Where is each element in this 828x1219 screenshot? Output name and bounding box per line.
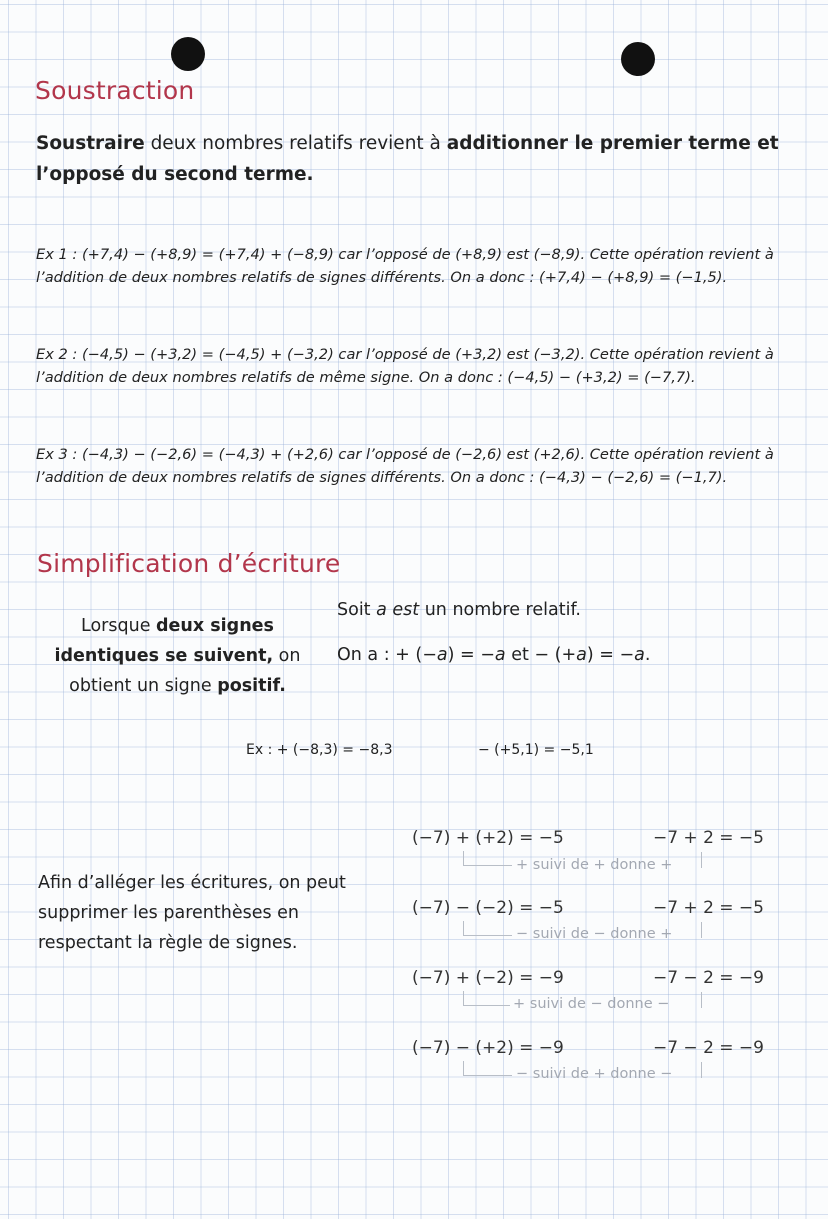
example-1-line-2: l’addition de deux nombres relatifs de signes différents. On a donc : (+7,4) − (+8,9) = (−1,5). — [36, 269, 728, 286]
section-heading-simplification: Simplification d’écriture — [37, 549, 341, 578]
soit-text-2: est — [386, 600, 420, 620]
calc-simplified: −7 + 2 = −5 — [652, 828, 764, 848]
example-left: Ex : + (−8,3) = −8,3 — [246, 742, 393, 758]
left-rule-bold-2: identiques se suivent, — [54, 646, 274, 666]
punch-hole-right — [621, 42, 655, 76]
lighten-line-1: Afin d’alléger les écritures, on peut — [38, 873, 346, 893]
calc-simplified: −7 − 2 = −9 — [652, 1038, 764, 1058]
subtraction-rule — [36, 128, 796, 190]
on-a-formula — [337, 640, 650, 670]
left-rule-text-3: obtient un signe — [69, 676, 218, 696]
identical-signs-rule — [40, 611, 315, 701]
soit-a-statement — [337, 595, 581, 625]
example-3 — [36, 443, 774, 489]
soit-var-a: a — [376, 600, 387, 620]
on-a-text-1: On a : + (− — [337, 645, 437, 665]
lighten-line-2: supprimer les parenthèses en — [38, 903, 300, 923]
up-arrow — [701, 992, 702, 1008]
on-a-var-1: a — [436, 645, 448, 665]
example-1 — [36, 243, 774, 289]
bracket-arrow — [463, 991, 510, 1006]
example-2-line-2: l’addition de deux nombres relatifs de même signe. On a donc : (−4,5) − (+3,2) = (−7,7). — [36, 369, 696, 386]
up-arrow — [701, 922, 702, 938]
sign-rule-note: + suivi de − donne − — [513, 996, 670, 1012]
left-rule-text-1: Lorsque — [81, 616, 157, 636]
left-rule-bold-1: deux signes — [156, 616, 274, 636]
bracket-arrow — [463, 1061, 512, 1076]
sign-rule-note: − suivi de + donne − — [516, 1066, 673, 1082]
calc-expression: (−7) + (+2) = −5 — [412, 828, 564, 848]
left-rule-text-2: on — [273, 646, 301, 666]
on-a-var-3: a — [576, 645, 587, 665]
on-a-text-4: ) = − — [586, 645, 635, 665]
example-1-line-1: Ex 1 : (+7,4) − (+8,9) = (+7,4) + (−8,9) car l’opposé de (+8,9) est (−8,9). Cette opération revient à — [36, 246, 774, 263]
calc-expression: (−7) − (+2) = −9 — [412, 1038, 564, 1058]
calc-expression: (−7) − (−2) = −5 — [412, 898, 564, 918]
rule-bold-1: Soustraire — [36, 133, 145, 154]
on-a-text-2: ) = − — [447, 645, 495, 665]
lighten-writing-text — [38, 868, 346, 958]
on-a-var-2: a — [494, 645, 506, 665]
calc-expression: (−7) + (−2) = −9 — [412, 968, 564, 988]
example-right: − (+5,1) = −5,1 — [478, 742, 594, 758]
example-2-line-1: Ex 2 : (−4,5) − (+3,2) = (−4,5) + (−3,2) car l’opposé de (+3,2) est (−3,2). Cette opération revient à — [36, 346, 774, 363]
on-a-text-5: . — [644, 645, 651, 665]
on-a-var-4: a — [634, 645, 645, 665]
calc-simplified: −7 − 2 = −9 — [652, 968, 764, 988]
sign-rule-note: − suivi de − donne + — [516, 926, 673, 942]
sign-rule-note: + suivi de + donne + — [516, 857, 673, 873]
rule-text-1: deux nombres relatifs revient à — [144, 133, 447, 154]
up-arrow — [701, 852, 702, 868]
up-arrow — [701, 1062, 702, 1078]
bracket-arrow — [463, 851, 512, 866]
bracket-arrow — [463, 921, 512, 936]
example-3-line-2: l’addition de deux nombres relatifs de signes différents. On a donc : (−4,3) − (−2,6) = (−1,7). — [36, 469, 728, 486]
on-a-text-3: et − (+ — [505, 645, 577, 665]
section-heading-soustraction: Soustraction — [35, 76, 195, 105]
soit-text-3: un nombre relatif. — [419, 600, 581, 620]
rule-bold-2: additionner le premier terme et — [446, 133, 779, 154]
rule-bold-3: l’opposé du second terme. — [36, 164, 314, 185]
example-3-line-1: Ex 3 : (−4,3) − (−2,6) = (−4,3) + (+2,6) car l’opposé de (−2,6) est (+2,6). Cette opération revient à — [36, 446, 774, 463]
example-2 — [36, 343, 774, 389]
soit-text-1: Soit — [337, 600, 377, 620]
calc-simplified: −7 + 2 = −5 — [652, 898, 764, 918]
lighten-line-3: respectant la règle de signes. — [38, 933, 298, 953]
left-rule-bold-3: positif. — [217, 676, 286, 696]
punch-hole-left — [171, 37, 205, 71]
